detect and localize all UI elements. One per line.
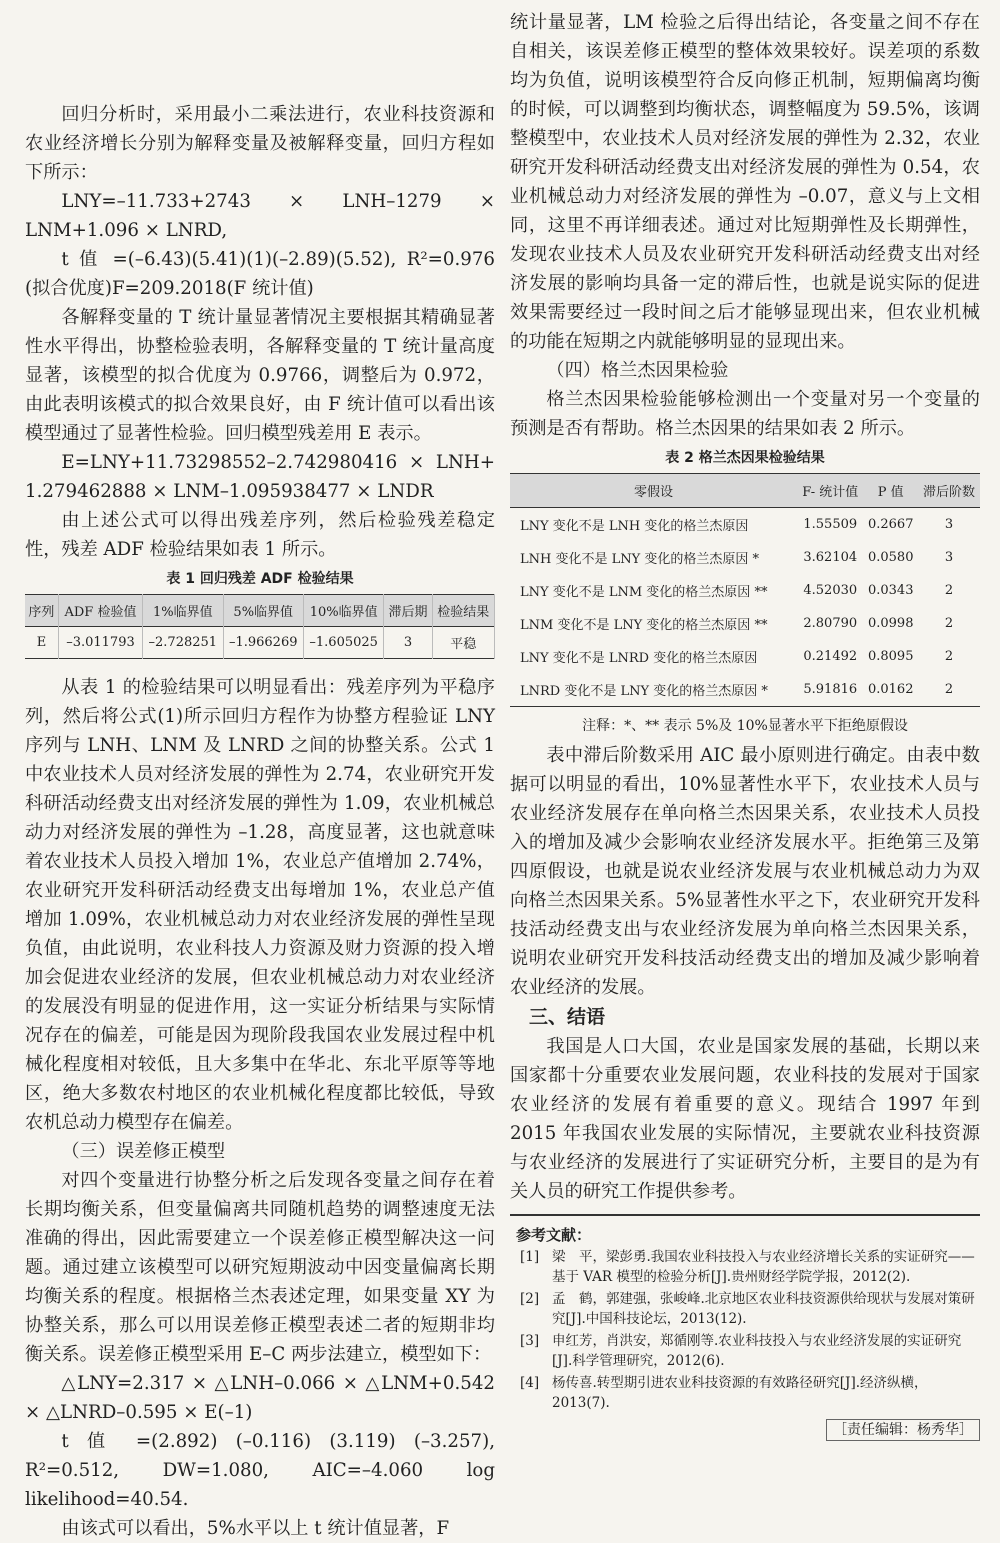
- paragraph: 由上述公式可以得出残差序列，然后检验残差稳定性，残差 ADF 检验结果如表 1 所示。: [25, 510, 495, 560]
- table-header: 1%临界值: [143, 595, 223, 627]
- paragraph: 从表 1 的检验结果可以明显看出：残差序列为平稳序列，然后将公式(1)所示回归方程作为协整方程验证 LNY 序列与 LNH、LNM 及 LNRD 之间的协整关系。公式 1 中农业技术人员对经济发展的弹性为 2.74，农业研究开发科研活动经费支出对经济发展的弹性为 1.09，农业机械总动力对经济发展的弹性为 –1.28，高度显著，这也就意味着农业技术人员投入增加 1%，农业总产值增加 2.74%，农业研究开发科研活动经费支出每增加 1%，农业总产值增加 1.09%，农业机械总动力对农业经济发展的弹性呈现负值，由此说明，农业科技人力资源及财力资源的投入增加会促进农业经济的发展，但农业机械总动力对农业经济的发展没有明显的促进作用，这一实证分析结果与实际情况存在的偏差，可能是因为现阶段我国农业发展过程中机械化程度相对较低，且大多集中在华北、东北平原等等地区，绝大多数农村地区的农业机械化程度都比较低，导致农机总动力模型存在偏差。: [25, 677, 495, 1133]
- table-cell: 0.0343: [867, 583, 914, 598]
- table-header: ADF 检验值: [58, 595, 142, 627]
- table-cell: LNY 变化不是 LNM 变化的格兰杰原因 **: [520, 585, 768, 600]
- table1-caption: 表 1 回归残差 ADF 检验结果: [166, 571, 354, 587]
- table-cell: 4.52030: [803, 583, 858, 598]
- equation-regression: LNY=–11.733+2743 × LNH–1279 × LNM+1.096 × LNRD,: [25, 191, 495, 241]
- table-cell: 3.62104: [803, 550, 858, 565]
- equation-stats: t 值 =(–6.43)(5.41)(1)(–2.89)(5.52), R²=0.976 (拟合优度)F=209.2018(F 统计值): [25, 249, 495, 299]
- table-row: [510, 541, 980, 574]
- table-header: 零假设: [510, 474, 797, 508]
- table-cell: LNM 变化不是 LNY 变化的格兰杰原因 **: [520, 618, 768, 633]
- equation-ecm-stats: t 值 =(2.892) (–0.116) (3.119) (–3.257), R²=0.512, DW=1.080, AIC=–4.060 log likelihood=40.54.: [25, 1431, 495, 1510]
- table-header: 10%临界值: [303, 595, 383, 627]
- table-cell: 0.0162: [867, 682, 914, 697]
- table-cell: –1.605025: [303, 627, 383, 659]
- table-header: P 值: [863, 474, 918, 508]
- reference-number: [2]: [520, 1291, 540, 1307]
- table-cell: –3.011793: [58, 627, 142, 659]
- table-cell: 0.0998: [867, 616, 914, 631]
- table-cell: E: [25, 627, 58, 659]
- reference-text: 申红芳，肖洪安，郑循刚等.农业科技投入与农业经济发展的实证研究[J].科学管理研究，2012(6).: [552, 1333, 962, 1369]
- table-cell: 1.55509: [803, 517, 858, 532]
- table-row: [510, 574, 980, 607]
- table-cell: –2.728251: [143, 627, 223, 659]
- table-row: [510, 508, 980, 542]
- table-cell: 0.8095: [867, 649, 914, 664]
- table-cell: 2: [944, 583, 954, 598]
- table-row: [25, 627, 495, 659]
- reference-text: 梁 平，梁彭勇.我国农业科技投入与农业经济增长关系的实证研究——基于 VAR 模型的检验分析[J].贵州财经学院学报，2012(2).: [552, 1249, 975, 1285]
- table-row: [510, 640, 980, 673]
- table-cell: 平稳: [432, 627, 494, 659]
- reference-item: [510, 1247, 980, 1287]
- table-row: [510, 673, 980, 707]
- paragraph: 由该式可以看出，5%水平以上 t 统计值显著，F: [61, 1518, 450, 1539]
- reference-number: [1]: [520, 1249, 540, 1265]
- table-cell: LNRD 变化不是 LNY 变化的格兰杰原因 *: [520, 684, 768, 699]
- editor-credit: [510, 1419, 980, 1439]
- reference-item: [510, 1373, 980, 1413]
- table2-caption: 表 2 格兰杰因果检验结果: [665, 450, 825, 466]
- right-column: [510, 8, 980, 1439]
- table-header-row: [510, 474, 980, 508]
- paragraph: 统计量显著，LM 检验之后得出结论，各变量之间不存在自相关，该误差修正模型的整体效果较好。误差项的系数均为负值，说明该模型符合反向修正机制，短期偏离均衡的时候，可以调整到均衡状态，调整幅度为 59.5%，该调整模型中，农业技术人员对经济发展的弹性为 2.32，农业研究开发科研活动经费支出对经济发展的弹性为 0.54，农业机械总动力对经济发展的弹性为 –0.07，意义与上文相同，这里不再详细表述。通过对比短期弹性及长期弹性，发现农业技术人员及农业研究开发科研活动经费支出对经济发展的影响均具备一定的滞后性，也就是说实际的促进效果需要经过一段时间之后才能够显现出来，但农业机械的功能在短期之内就能够明显的显现出来。: [510, 12, 980, 352]
- table-cell: 2: [944, 649, 954, 664]
- paragraph: 格兰杰因果检验能够检测出一个变量对另一个变量的预测是否有帮助。格兰杰因果的结果如表 2 所示。: [510, 389, 980, 439]
- table-cell: LNH 变化不是 LNY 变化的格兰杰原因 *: [520, 552, 759, 567]
- table-header: 序列: [25, 595, 58, 627]
- table-cell: 0.21492: [803, 649, 858, 664]
- table-cell: 2: [944, 682, 954, 697]
- table-cell: LNY 变化不是 LNRD 变化的格兰杰原因: [520, 651, 758, 666]
- table-header: 检验结果: [432, 595, 494, 627]
- left-column: [25, 100, 495, 1543]
- table-cell: 5.91816: [803, 682, 858, 697]
- table-cell: 0.0580: [867, 550, 914, 565]
- table-cell: 3: [944, 517, 954, 532]
- table-row: [510, 607, 980, 640]
- table-header-row: [25, 595, 495, 627]
- reference-item: [510, 1331, 980, 1371]
- paragraph: 各解释变量的 T 统计量显著情况主要根据其精确显著性水平得出，协整检验表明，各解释变量的 T 统计量高度显著，该模型的拟合优度为 0.9766，调整后为 0.972，由此表明该模式的拟合效果良好，由 F 统计值可以看出该模型通过了显著性检验。回归模型残差用 E 表示。: [25, 307, 495, 444]
- table-header: 滞后期: [384, 595, 432, 627]
- reference-number: [3]: [520, 1333, 540, 1349]
- table2-note: 注释：*、** 表示 5%及 10%显著水平下拒绝原假设: [582, 718, 908, 734]
- table-header: 滞后阶数: [918, 474, 980, 508]
- table-cell: 2: [944, 616, 954, 631]
- table-header: F- 统计值: [797, 474, 863, 508]
- reference-text: 孟 鹤，郭建强，张峻峰.北京地区农业科技资源供给现状与发展对策研究[J].中国科技论坛，2013(12).: [552, 1291, 975, 1327]
- paragraph: 表中滞后阶数采用 AIC 最小原则进行确定。由表中数据可以明显的看出，10%显著性水平下，农业技术人员与农业经济发展存在单向格兰杰因果关系，农业技术人员投入的增加及减少会影响农业经济发展水平。拒绝第三及第四原假设，也就是说农业经济发展与农业机械总动力为双向格兰杰因果关系。5%显著性水平之下，农业研究开发科技活动经费支出与农业经济发展为单向格兰杰因果关系，说明农业研究开发科技活动经费支出的增加及减少影响着农业经济的发展。: [510, 745, 980, 998]
- references-heading: 参考文献：: [516, 1226, 592, 1244]
- table-cell: –1.966269: [223, 627, 303, 659]
- reference-text: 杨传喜.转型期引进农业科技资源的有效路径研究[J].经济纵横，2013(7).: [552, 1375, 928, 1411]
- table-cell: LNY 变化不是 LNH 变化的格兰杰原因: [520, 519, 749, 534]
- paragraph: 对四个变量进行协整分析之后发现各变量之间存在着长期均衡关系，但变量偏离共同随机趋势的调整速度无法准确的得出，因此需要建立一个误差修正模型解决这一问题。通过建立该模型可以研究短期波动中因变量偏离长期均衡关系的程度。根据格兰杰表述定理，如果变量 XY 为协整关系，那么可以用误差修正模型表述二者的短期非均衡关系。误差修正模型采用 E–C 两步法建立，模型如下：: [25, 1170, 495, 1365]
- table1-adf: [25, 594, 495, 659]
- paragraph: 回归分析时，采用最小二乘法进行，农业科技资源和农业经济增长分别为解释变量及被解释变量，回归方程如下所示：: [25, 104, 495, 183]
- table-cell: 3: [384, 627, 432, 659]
- reference-number: [4]: [520, 1375, 540, 1391]
- references: [510, 1214, 980, 1439]
- table-cell: 3: [944, 550, 954, 565]
- editor-label: ［责任编辑：杨秀华］: [826, 1419, 980, 1441]
- table-header: 5%临界值: [223, 595, 303, 627]
- section-heading: 三、结语: [529, 1006, 606, 1028]
- paragraph: 我国是人口大国，农业是国家发展的基础，长期以来国家都十分重要农业发展问题，农业科技的发展对于国家农业经济的发展有着重要的意义。现结合 1997 年到 2015 年我国农业发展的实际情况，主要就农业科技资源与农业经济的发展进行了实证研究分析，主要目的是为有关人员的研究工作提供参考。: [510, 1036, 980, 1202]
- equation-ecm: △LNY=2.317 × △LNH–0.066 × △LNM+0.542 × △LNRD–0.595 × E(–1): [25, 1373, 495, 1423]
- equation-residual: E=LNY+11.73298552–2.742980416 × LNH+ 1.279462888 × LNM–1.095938477 × LNDR: [25, 452, 495, 502]
- subsection-heading: （三）误差修正模型: [61, 1141, 226, 1162]
- table-cell: 0.2667: [867, 517, 914, 532]
- table2-granger: [510, 473, 980, 707]
- reference-item: [510, 1289, 980, 1329]
- subsection-heading: （四）格兰杰因果检验: [546, 360, 729, 381]
- table-cell: 2.80790: [803, 616, 858, 631]
